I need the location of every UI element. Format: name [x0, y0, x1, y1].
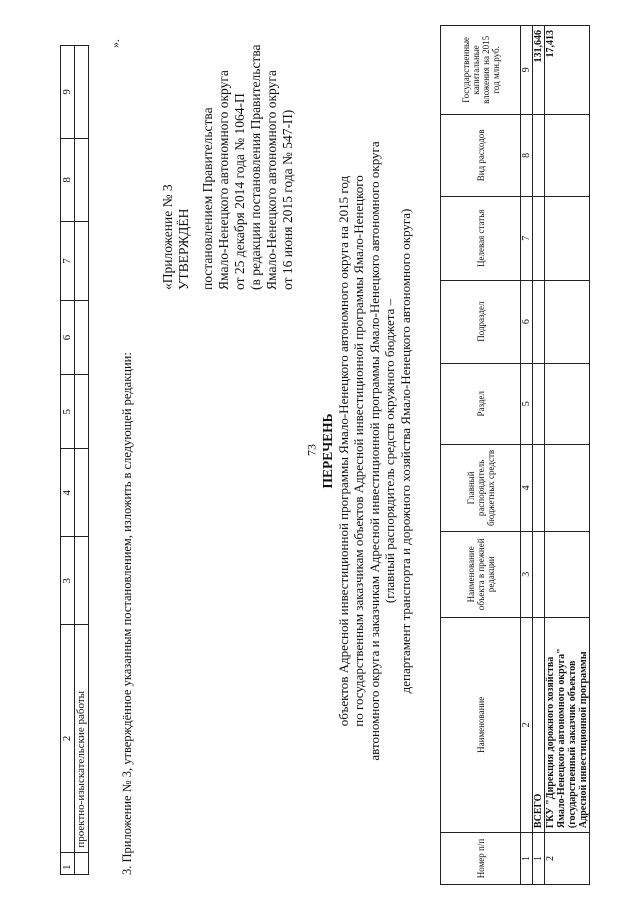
header-prev-name: Наименование объекта в прежней редакции — [441, 532, 521, 618]
empty-cell — [75, 138, 89, 221]
header-row — [441, 26, 521, 885]
approval-block — [160, 0, 296, 290]
heading-line: объектов Адресной инвестиционной программы Ямало-Ненецкого автономного округа на 2015 год — [335, 175, 351, 727]
col-number: 7 — [61, 222, 75, 301]
header-num: Номер п/п — [441, 833, 521, 885]
approval-line: (в редакции постановления Правительства — [248, 44, 263, 290]
col-number: 3 — [61, 537, 75, 625]
list-heading — [320, 37, 413, 865]
header-target: Целевая статья — [441, 196, 521, 280]
col-number: 8 — [521, 114, 533, 196]
col-number: 6 — [61, 300, 75, 374]
col-number: 9 — [521, 26, 533, 115]
empty-cell — [545, 280, 590, 363]
empty-cell — [75, 852, 89, 874]
heading-line: (главный распорядитель средств окружного бюджета – — [382, 298, 397, 604]
approval-line: Ямало-Ненецкого автономного округа — [216, 70, 231, 290]
header-name: Наименование — [441, 617, 521, 833]
row-name: ГКУ "Дирекция дорожного хозяйства Ямало-Ненецкого автономного округа" (государственный заказчик объектов Адресной инвестиционной программы — [545, 617, 590, 833]
approval-line: постановлением Правительства — [200, 107, 215, 290]
row-text: проектно-изыскательские работы — [75, 625, 89, 852]
col-number-row — [521, 26, 533, 885]
empty-cell — [545, 196, 590, 280]
approval-line: «Приложение № 3 — [160, 184, 175, 290]
page-number: 73 — [304, 444, 319, 456]
item-3-text: 3. Приложение № 3, утверждённое указанным постановлением, изложить в следующей редакции: — [120, 352, 134, 875]
col-number: 4 — [521, 444, 533, 531]
approval-line: Ямало-Ненецкого автономного округа — [264, 70, 279, 290]
empty-cell — [533, 114, 545, 196]
empty-cell — [533, 363, 545, 444]
approval-line: от 25 декабря 2014 года № 1064-П — [232, 93, 247, 290]
approval-line: УТВЕРЖДЁН — [176, 208, 191, 290]
row-value: 131,646 — [533, 26, 545, 115]
empty-cell — [75, 449, 89, 537]
col-number: 7 — [521, 196, 533, 280]
empty-cell — [75, 222, 89, 301]
spacer — [192, 0, 200, 290]
continuation-table — [60, 45, 89, 875]
empty-cell — [75, 300, 89, 374]
col-number: 5 — [521, 363, 533, 444]
table-row — [61, 46, 75, 875]
table-row — [545, 26, 590, 885]
col-number: 4 — [61, 449, 75, 537]
header-capital: Государственные капитальные вложения на 2015 год млн.руб. — [441, 26, 521, 115]
col-number: 9 — [61, 46, 75, 139]
col-number: 2 — [61, 625, 75, 852]
row-name: ВСЕГО — [533, 617, 545, 833]
header-section: Раздел — [441, 363, 521, 444]
row-num: 2 — [545, 833, 590, 885]
header-grbs: Главный распорядитель бюджетных средств — [441, 444, 521, 531]
col-number: 5 — [61, 375, 75, 449]
empty-cell — [533, 532, 545, 618]
empty-cell — [545, 444, 590, 531]
table-row — [533, 26, 545, 885]
table-row — [75, 46, 89, 875]
empty-cell — [75, 537, 89, 625]
col-number: 2 — [521, 617, 533, 833]
heading-line: автономного округа и заказчикам Адресной инвестиционной программы Ямало-Ненецкого автономного округа — [366, 141, 382, 761]
empty-cell — [545, 114, 590, 196]
empty-cell — [545, 532, 590, 618]
empty-cell — [75, 46, 89, 139]
header-exp-type: Вид расходов — [441, 114, 521, 196]
row-value: 17,413 — [545, 26, 590, 115]
heading-line: департамент транспорта и дорожного хозяйства Ямало-Ненецкого автономного округа) — [397, 208, 413, 694]
closing-quote: ». — [108, 39, 122, 48]
col-number: 1 — [61, 852, 75, 874]
objects-table — [440, 25, 590, 885]
col-number: 8 — [61, 138, 75, 221]
row-num: 1 — [533, 833, 545, 885]
col-number: 3 — [521, 532, 533, 618]
empty-cell — [533, 444, 545, 531]
col-number: 1 — [521, 833, 533, 885]
approval-line: от 16 июня 2015 года № 547-П) — [280, 109, 295, 290]
heading-title: ПЕРЕЧЕНЬ — [320, 413, 335, 489]
empty-cell — [533, 196, 545, 280]
header-subsection: Подраздел — [441, 280, 521, 363]
empty-cell — [75, 375, 89, 449]
empty-cell — [533, 280, 545, 363]
empty-cell — [545, 363, 590, 444]
col-number: 6 — [521, 280, 533, 363]
heading-line: по государственным заказчикам объектов Адресной инвестиционной программы Ямало-Ненецкого — [351, 175, 366, 727]
